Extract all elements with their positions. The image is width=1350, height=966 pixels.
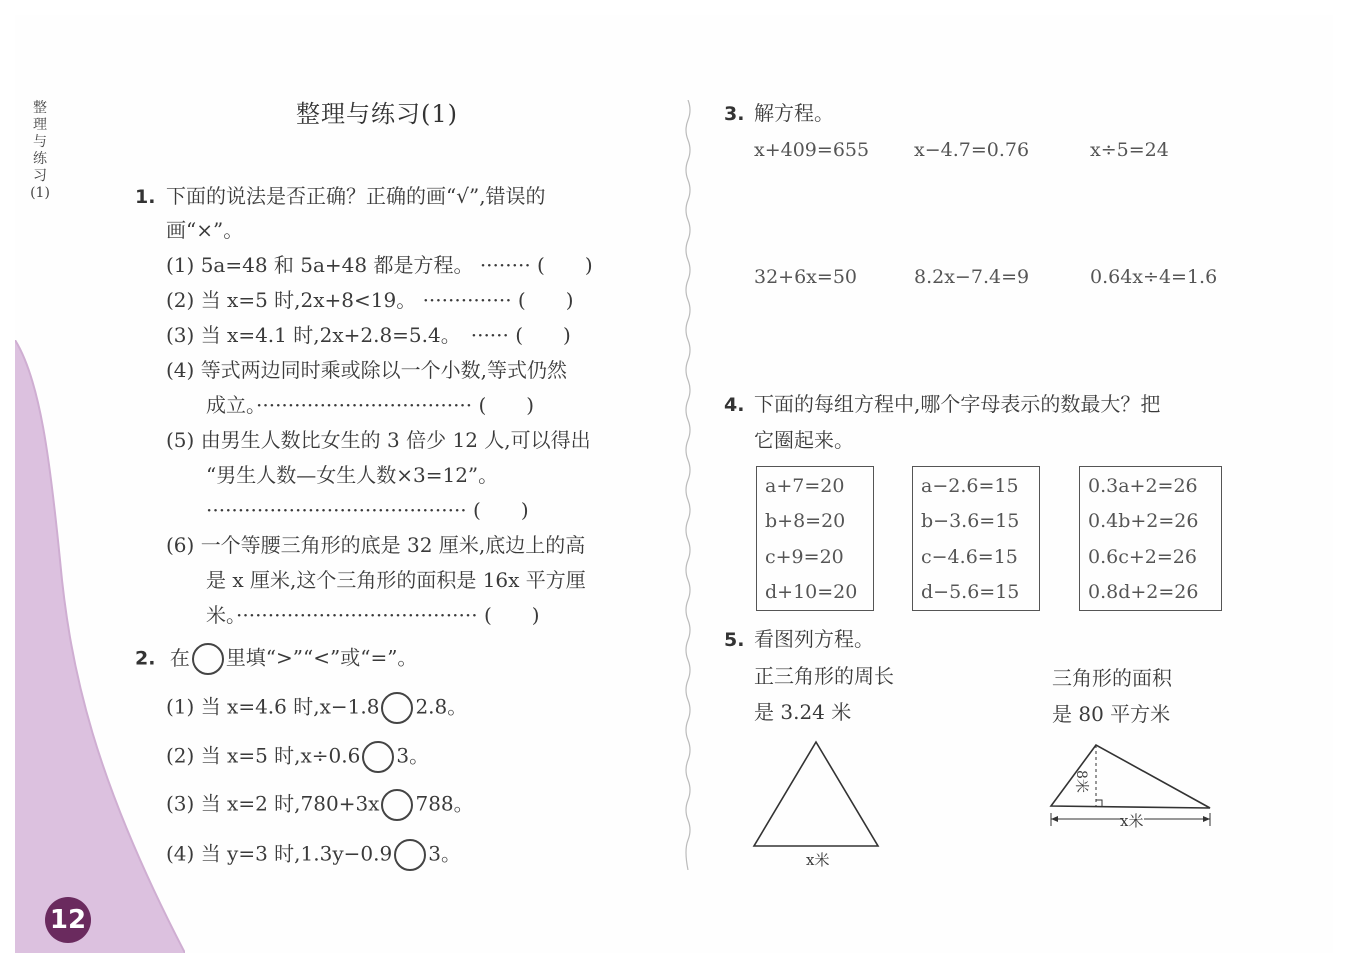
page-number: 12 [45,897,91,943]
q1-item-2: (2) 当 x=5 时,2x+8<19。 ·············· ( ) [166,288,574,312]
q1-item-6-answer: 米。······································ ( ) [206,603,540,627]
question-2-stem-b: 里填“>”“<”或“=”。 [225,645,418,670]
group-1-eq-c[interactable]: c+9=20 [765,546,844,568]
equation-6: 0.64x÷4=1.6 [1090,266,1218,288]
question-5-number: 5. [724,629,745,651]
equilateral-triangle-figure [750,738,882,850]
group-1-eq-a[interactable]: a+7=20 [765,475,845,497]
center-divider [684,100,692,870]
answer-circle[interactable] [381,789,413,821]
equation-2: x−4.7=0.76 [914,139,1030,161]
q5-right-text-cont: 是 80 平方米 [1052,702,1171,726]
side-title: 整理与练习(1) [30,100,50,201]
question-2-number: 2. [135,647,156,670]
q1-item-5-cont: “男生人数—女生人数×3=12”。 [206,463,499,487]
q1-item-1: (1) 5a=48 和 5a+48 都是方程。 ········ ( ) [166,253,593,277]
equation-group-1 [756,466,874,611]
question-2 [135,643,417,675]
question-1-stem: 下面的说法是否正确？正确的画“√”,错误的 [166,184,546,208]
area-triangle-base-label: x米 [1120,812,1144,830]
page-title: 整理与练习(1) [296,100,458,128]
q2-item-3: (3) 当 x=2 时,780+3x 788。 [166,789,474,821]
q1-item-3: (3) 当 x=4.1 时,2x+2.8=5.4。 ······ ( ) [166,323,571,347]
question-1-stem-cont: 画“×”。 [166,218,244,242]
equation-group-3 [1079,466,1222,611]
q5-left-text-cont: 是 3.24 米 [754,700,852,724]
q1-item-4-cont: 成立。·································· ( ) [206,393,535,417]
blank-circle [192,643,224,675]
answer-circle[interactable] [394,839,426,871]
question-5-stem: 看图列方程。 [754,627,874,651]
question-3-number: 3. [724,103,745,125]
question-2-stem-a: 在 [169,645,190,670]
equation-1: x+409=655 [754,139,870,161]
q5-right-text: 三角形的面积 [1052,666,1172,690]
group-2-eq-a[interactable]: a−2.6=15 [921,475,1019,497]
q1-item-6: (6) 一个等腰三角形的底是 32 厘米,底边上的高 [166,533,586,557]
q1-item-4: (4) 等式两边同时乘或除以一个小数,等式仍然 [166,358,568,382]
group-3-eq-d[interactable]: 0.8d+2=26 [1088,581,1199,603]
q2-item-2: (2) 当 x=5 时,x÷0.6 3。 [166,741,429,773]
equation-4: 32+6x=50 [754,266,857,288]
q2-item-1: (1) 当 x=4.6 时,x−1.8 2.8。 [166,692,467,724]
question-4-stem: 下面的每组方程中,哪个字母表示的数最大？把 [754,392,1161,416]
question-4-number: 4. [724,394,745,416]
question-1-number: 1. [135,186,156,208]
equation-3: x÷5=24 [1090,139,1169,161]
q1-item-5: (5) 由男生人数比女生的 3 倍少 12 人,可以得出 [166,428,591,452]
group-2-eq-d[interactable]: d−5.6=15 [921,581,1020,603]
equation-group-2 [912,466,1040,611]
triangle-base-label: x米 [806,851,830,869]
group-2-eq-b[interactable]: b−3.6=15 [921,510,1020,532]
group-1-eq-b[interactable]: b+8=20 [765,510,846,532]
group-1-eq-d[interactable]: d+10=20 [765,581,858,603]
group-2-eq-c[interactable]: c−4.6=15 [921,546,1018,568]
q5-left-text: 正三角形的周长 [754,664,894,688]
q2-item-4: (4) 当 y=3 时,1.3y−0.9 3。 [166,839,461,871]
equation-5: 8.2x−7.4=9 [914,266,1030,288]
area-triangle-height-label: 8米 [1073,770,1089,793]
group-3-eq-a[interactable]: 0.3a+2=26 [1088,475,1198,497]
answer-circle[interactable] [381,692,413,724]
answer-circle[interactable] [362,741,394,773]
q1-item-6-cont: 是 x 厘米,这个三角形的面积是 16x 平方厘 [206,568,586,592]
question-4-stem-cont: 它圈起来。 [754,428,854,452]
group-3-eq-b[interactable]: 0.4b+2=26 [1088,510,1199,532]
q1-item-5-answer: ········································· ( ) [206,498,529,522]
group-3-eq-c[interactable]: 0.6c+2=26 [1088,546,1197,568]
question-3-stem: 解方程。 [754,101,834,125]
